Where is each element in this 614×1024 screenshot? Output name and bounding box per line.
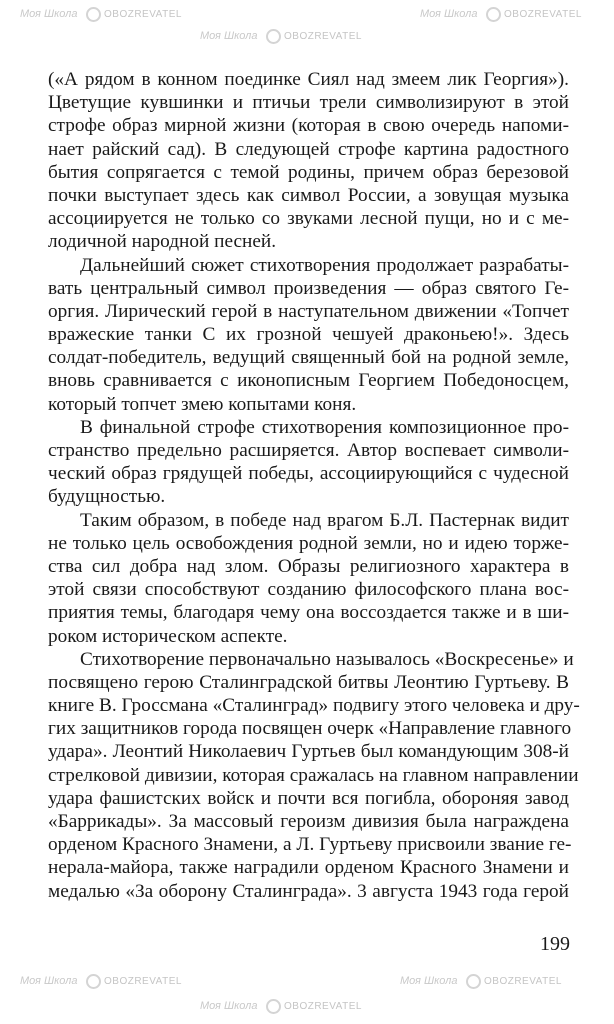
text-line: вать центральный символ произведения — образ святого Ге- [48, 277, 569, 299]
text-line: гих защитников города посвящен очерк «Направление главного [48, 718, 572, 740]
text-line: Таким образом, в победе над врагом Б.Л. Пастернак видит [80, 509, 569, 531]
watermark-obozrevatel: OBOZREVATEL [86, 6, 182, 23]
paragraph [48, 68, 569, 254]
watermark-obozrevatel: OBOZREVATEL [86, 973, 182, 990]
watermark-school: Моя Школа [20, 8, 78, 20]
text-line: «Баррикады». За массовый героизм дивизия была награждена [48, 811, 569, 832]
text-line: Цветущие кувшинки и птичьи трели символизируют в этой [48, 92, 569, 114]
page-body-text [48, 68, 580, 903]
text-line: оргия. Лирический герой в наступательном движении «Топчет [48, 300, 569, 322]
text-line: («А рядом в конном поединке Сиял над змеем лик Георгия»). [48, 69, 569, 90]
text-line: будущностью. [48, 486, 166, 508]
text-line: строфе образ мирной жизни (которая в свою очередь напоми- [48, 115, 569, 137]
text-line: удара фашистских войск и почти вся погибла, обороняя завод [48, 787, 569, 809]
text-line: солдат-победитель, ведущий священный бой на родной земле, [48, 347, 569, 369]
paragraph [48, 254, 569, 416]
watermark-school: Моя Школа [20, 975, 78, 987]
watermark-school: Моя Школа [400, 975, 458, 987]
text-line: В финальной строфе стихотворения композиционное про- [80, 416, 569, 438]
text-line: вражеские танки С их грозной чешуей драконьею!». Здесь [48, 324, 569, 346]
text-line: странство предельно расширяется. Автор воспевает символи- [48, 440, 569, 461]
text-line: приятия темы, благодаря чему она воссоздается также и в ши- [48, 602, 569, 624]
text-line: ассоциируется не только со звуками лесной пущи, но и с ме- [48, 208, 569, 230]
text-line: медалью «За оборону Сталинграда». 3 августа 1943 года герой [48, 880, 569, 902]
text-line: Стихотворение первоначально называлось «Воскресенье» и [80, 648, 574, 670]
page-number: 199 [540, 933, 570, 955]
paragraph [48, 509, 569, 648]
text-line: книге В. Гроссмана «Сталинград» подвигу этого человека и дру- [48, 695, 580, 717]
text-line: который топчет змею копытами коня. [48, 393, 357, 415]
watermark-obozrevatel: OBOZREVATEL [266, 998, 362, 1015]
text-line: нает райский сад). В следующей строфе картина радостного [48, 138, 569, 160]
text-line: орденом Красного Знамени, а Л. Гуртьеву присвоили звание ге- [48, 834, 572, 856]
paragraph [48, 648, 580, 903]
watermark-school: Моя Школа [200, 30, 258, 42]
watermark-obozrevatel: OBOZREVATEL [466, 973, 562, 990]
text-line: стрелковой дивизии, которая сражалась на главном направлении [48, 764, 579, 786]
text-line: ства сил добра над злом. Образы религиозного характера в [48, 555, 569, 577]
watermark-obozrevatel: OBOZREVATEL [486, 6, 582, 23]
watermark-obozrevatel: OBOZREVATEL [266, 28, 362, 45]
text-line: роком историческом аспекте. [48, 625, 288, 647]
text-line: Дальнейший сюжет стихотворения продолжает разрабаты- [80, 254, 569, 276]
watermark-school: Моя Школа [420, 8, 478, 20]
text-line: этой связи способствуют созданию философского плана вос- [48, 579, 569, 601]
watermark-school: Моя Школа [200, 1000, 258, 1012]
text-line: ческий образ грядущей победы, ассоциирующийся с чудесной [48, 463, 569, 485]
text-line: бытия сопрягается с темой родины, причем образ березовой [48, 161, 569, 183]
text-line: удара». Леонтий Николаевич Гуртьев был командующим 308-й [48, 741, 569, 763]
text-line: почки выступает здесь как символ России, а зовущая музыка [48, 184, 569, 206]
text-line: вновь сравнивается с иконописным Георгием Победоносцем, [48, 370, 569, 392]
text-line: лодичной народной песней. [48, 231, 277, 253]
text-line: нерала-майора, также наградили орденом Красного Знамени и [48, 857, 569, 879]
text-line: посвящено герою Сталинградской битвы Леонтию Гуртьеву. В [48, 671, 569, 693]
text-line: не только цель освобождения родной земли, но и идею торже- [48, 532, 569, 554]
paragraph [48, 416, 569, 509]
